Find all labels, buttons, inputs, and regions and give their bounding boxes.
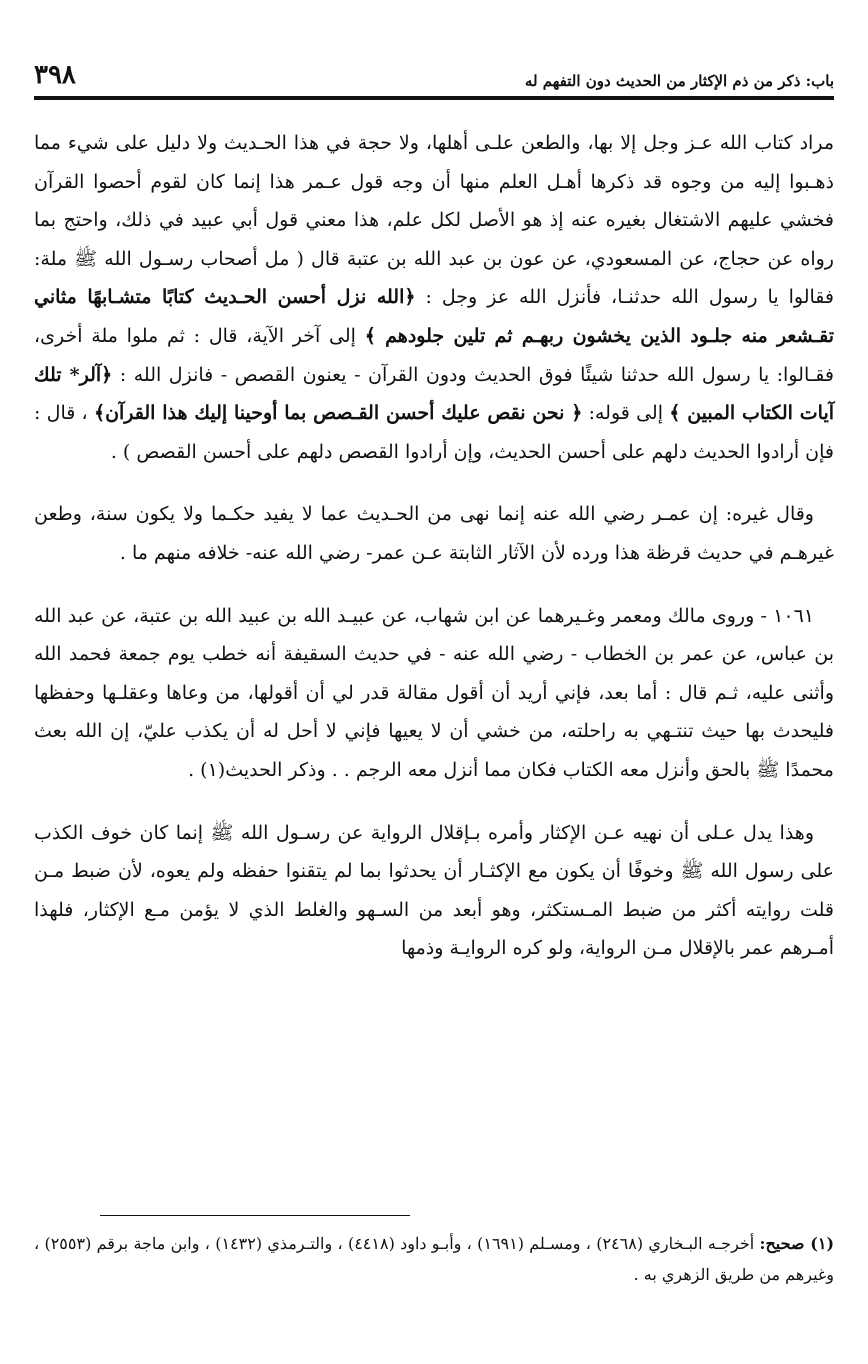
footnote-label: (١) صحيح: (759, 1234, 835, 1253)
quran-verse: ﴿الله نزل أحسن الحـديث كتابًا متشـابهًا مثاني تقـشعر منه جلـود الذين يخشون ربهـم ثم تلين جلودهم ﴾ (34, 286, 835, 347)
paragraph-3: ١٠٦١ - وروى مالك ومعمر وغـيرهما عن ابن شهاب، عن عبيـد الله بن عبيد الله بن عتبة، عن عبد الله بن عباس، عن عمر بن الخطاب - رضي الله عنه - في حديث السقيفة أنه خطب يوم جمعة فحمد الله وأثنى عليه، ثـم قال : أما بعد، فإني أريد أن أقول مقالة قدر لي أن أقولها، من وعاها وعقلـها وحفظها فليحدث بها حيث تنتـهي به راحلته، من خشي أن لا يعيها فإني لا أحل له أن يكذب عليّ، إن الله بعث محمدًا ﷺ بالحق وأنزل معه الكتاب فكان مما أنزل معه الرجم . . وذكر الحديث(١) . (34, 604, 834, 781)
header-divider (34, 96, 834, 100)
paragraph-1 (34, 124, 834, 471)
chapter-title: باب: ذكر من ذم الإكثار من الحديث دون التفهم له (524, 72, 834, 90)
page-number: ٣٩٨ (34, 60, 76, 90)
paragraph-4: وهذا يدل عـلى أن نهيه عـن الإكثار وأمره بـإقلال الرواية عن رسـول الله ﷺ إنما كان خوف الكذب على رسول الله ﷺ وخوفًا أن يكون مع الإكثـار أن يحدثوا بما لم يتقنوا حفظه ولم يعوه، لأن ضبط مـن قلت روايته أكثر من ضبط المـستكثر، وهو أبعد من السـهو والغلط الذي لا يؤمن مـع الإكثار، فلهذا أمـرهم عمر بالإقلال مـن الرواية، ولو كره الروايـة وذمها (34, 821, 834, 960)
paragraph-text: إلى آخر الآية، قال : ثم ملوا ملة أخرى، فقـالوا: يا رسول الله حدثنا شيئًا فوق الحديث ودون القرآن - يعنون القصص - فانزل الله : (34, 324, 834, 386)
quran-verse: ﴿ نحن نقص عليك أحسن القـصص بما أوحينا إليك هذا القرآن﴾ (93, 402, 583, 425)
footnote-text: أخرجـه البـخاري (٢٤٦٨) ، ومسـلم (١٦٩١) ، وأبـو داود (٤٤١٨) ، والتـرمذي (١٤٣٢) ، وابن ماجة برقم (٢٥٥٣) ، وغيرهم من طريق الزهري به . (34, 1234, 834, 1284)
quran-verse: ﴿آلر* تلك آيات الكتاب المبين ﴾ (34, 363, 835, 425)
paragraph-text: ، قال : فإن أرادوا الحديث دلهم على أحسن الحديث، وإن أرادوا القصص دلهم على أحسن القصص ) . (34, 402, 834, 463)
footnotes (34, 1228, 834, 1290)
paragraph-2: وقال غيره: إن عمـر رضي الله عنه إنما نهى من الحـديث عما لا يفيد حكـما ولا يكون سنة، وطعن غيرهـم في حديث قرظة هذا ورده لأن الآثار الثابتة عـن عمر- رضي الله عنه- خلافه منهم ما . (34, 503, 834, 564)
page-header (34, 60, 834, 90)
main-text (34, 124, 834, 992)
footnote-divider (100, 1215, 410, 1216)
paragraph-text: مراد كتاب الله عـز وجل إلا بها، والطعن علـى أهلها، ولا حجة في هذا الحـديث ولا دليل على شيء مما ذهـبوا إليه من وجوه قد ذكرها أهـل العلم منها أن وجه قول عـمر هذا إنما كان لقوم أحصوا القرآن فخشي عليهم الاشتغال بغيره عنه إذ هو الأصل لكل علم، هذا معني قول أبي عبيد في ذلك، واحتج بما رواه عن حجاج، عن المسعودي، عن عون بن عبد الله بن عتبة قال ( مل أصحاب رسـول الله ﷺ ملة: فقالوا يا رسول الله حدثنـا، فأنزل الله عز وجل : (34, 132, 835, 309)
paragraph-text: إلى قوله: (588, 402, 663, 425)
